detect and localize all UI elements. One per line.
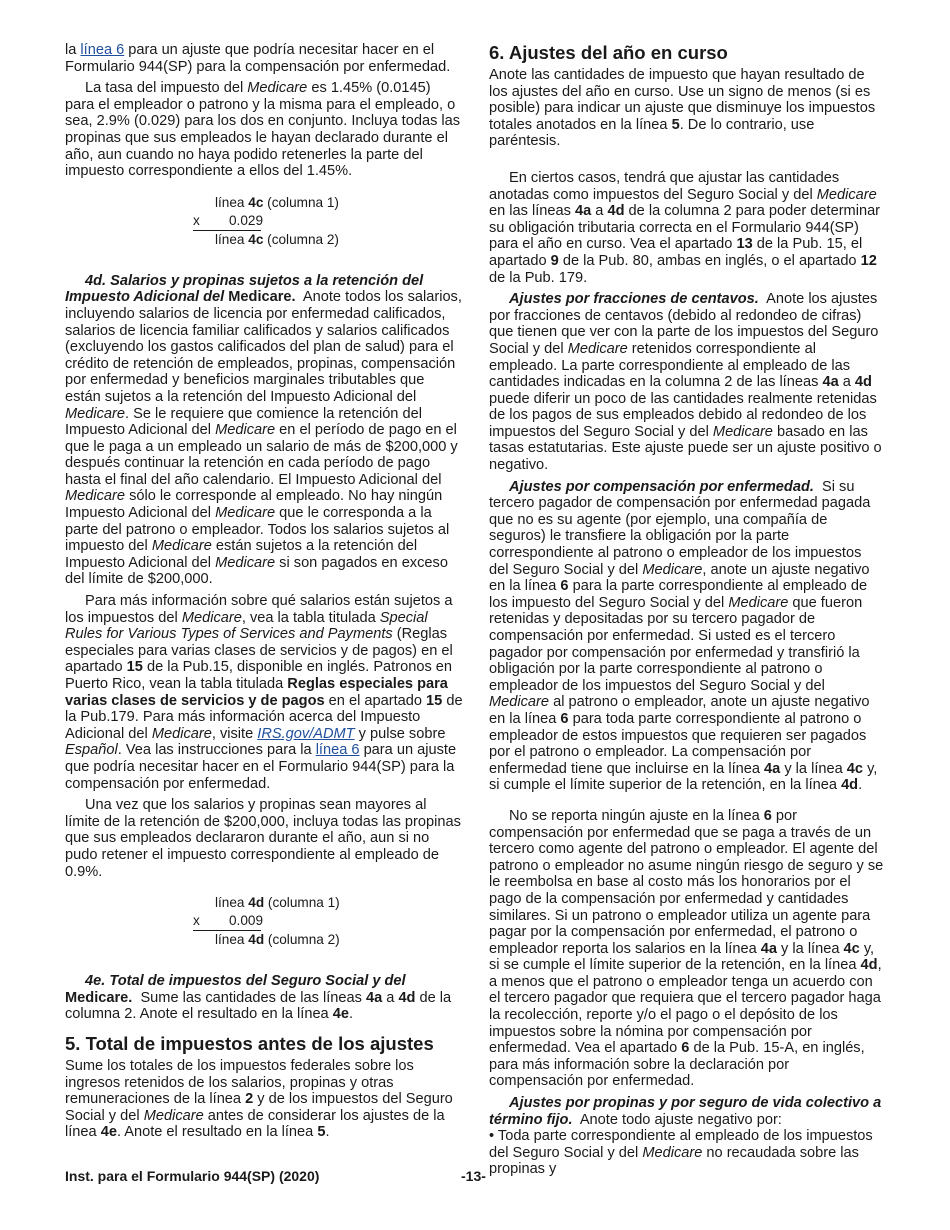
calculation-4c: línea 4c (columna 1) x 0.029 línea 4c (columna 2) bbox=[193, 194, 339, 247]
paragraph-fractions: Ajustes por fracciones de centavos. Anote los ajustes por fracciones de centavos (debido al redondeo de cifras) que tienen que ver con la parte de los impuestos del Seguro Social y del Medicare retenidos correspondiente al empleado. La parte correspondiente al empleado de las cantidades indicadas en la columna 2 de las líneas 4a a 4d puede diferir un poco de las cantidades realmente retenidas de los pagos de sus empleados debido al redondeo de los impuestos del Seguro Social y del Medicare basado en las tasas estatutarias. Este ajuste puede ser un ajuste positivo o negativo. bbox=[489, 291, 882, 474]
paragraph: Para más información sobre qué salarios están sujetos a los impuestos del Medicare, vea la tabla titulada Special Rules for Various Types of Services and Payments (Reglas especiales para varias clases de servicios y de pagos) en el apartado 15 de la Pub.15, disponible en inglés. Patronos en Puerto Rico, vean la tabla titulada Reglas especiales para varias clases de servicios y de pagos en el apartado 15 de la Pub.179. Para más información acerca del Impuesto Adicional del Medicare, visite IRS.gov/ADMT y pulse sobre Español. Vea las instrucciones para la línea 6 para un ajuste que podría necesitar hacer en el Formulario 944(SP) para la compensación por enfermedad. bbox=[65, 593, 463, 792]
paragraph: En ciertos casos, tendrá que ajustar las cantidades anotadas como impuestos del Seguro Social y del Medicare en las líneas 4a a 4d de la columna 2 para poder determinar su obligación tributaria correcta en el Formulario 944(SP) para el año en curso. Vea el apartado 13 de la Pub. 15, el apartado 9 de la Pub. 80, ambas en inglés, o el apartado 12 de la Pub. 179. bbox=[489, 169, 881, 286]
paragraph: la línea 6 para un ajuste que podría necesitar hacer en el Formulario 944(SP) para la compensación por enfermedad. bbox=[65, 42, 451, 75]
paragraph: Sume los totales de los impuestos federales sobre los ingresos retenidos de los salarios, propinas y otras remuneraciones de la línea 2 y de los impuestos del Seguro Social y del Medicare antes de considerar los ajustes de la línea 4e. Anote el resultado en la línea 5. bbox=[65, 1057, 453, 1141]
paragraph: La tasa del impuesto del Medicare es 1.45% (0.0145) para el empleador o patrono y la misma para el empleado, o sea, 2.9% (0.029) para los dos en conjunto. Incluya todas las propinas que sus empleados le hayan declarado durante el año, aun cuando no haya podido retenerles la parte del impuesto correspondiente a ellos del 1.45%. bbox=[65, 80, 461, 180]
calculation-4d: línea 4d (columna 1) x 0.009 línea 4d (columna 2) bbox=[193, 895, 340, 948]
right-column bbox=[489, 42, 884, 1178]
paragraph: Anote las cantidades de impuesto que hayan resultado de los ajustes del año en curso. Use un signo de menos (si es posible) para indicar un ajuste que disminuye los impuestos totales anotados en la línea 5. De lo contrario, use paréntesis. bbox=[489, 67, 876, 150]
paragraph-4e: 4e. Total de impuestos del Seguro Social y del Medicare. Sume las cantidades de las líneas 4a a 4d de la columna 2. Anote el resultado en la línea 4e. bbox=[65, 973, 452, 1023]
bullet-icon: • bbox=[489, 1128, 495, 1145]
paragraph: Una vez que los salarios y propinas sean mayores al límite de la retención de $200,000, incluya todas las propinas que sus empleados declararon durante el año, aun si no pudo retener el impuesto correspondiente al empleado de 0.9%. bbox=[65, 797, 461, 880]
line-6-link[interactable]: línea 6 bbox=[315, 742, 360, 759]
line-6-link[interactable]: línea 6 bbox=[80, 42, 125, 58]
irs-admt-link[interactable]: IRS.gov/ADMT bbox=[257, 725, 355, 742]
bullet-item: • Toda parte correspondiente al empleado de los impuestos del Seguro Social y del Medicare no recaudada sobre las propinas y bbox=[489, 1128, 873, 1178]
page-number: -13- bbox=[461, 1168, 486, 1184]
section-5-heading: 5. Total de impuestos antes de los ajustes bbox=[65, 1032, 434, 1054]
paragraph: No se reporta ningún ajuste en la línea 6 por compensación por enfermedad que se paga a través de un tercero como agente del patrono o empleador. El agente del patrono o empleador no asume ningún riesgo de seguro y se le reembolsa en base al costo más los honorarios por el pago de la compensación por enfermedad y cantidades similares. Si un patrono o empleador utiliza un agente para pagar por la compensación por enfermedad, el patrono o empleador reporta los salarios en la línea 4a y la línea 4c y, si se cumple el límite superior de la retención, en la línea 4d, a menos que el patrono o empleador tenga un acuerdo con el tercero pagador que requiera que el tercero pagador haga la recolección, reporte y/o el pago o el depósito de los impuestos sobre la nómina por compensación por enfermedad. Vea el apartado 6 de la Pub. 15-A, en inglés, para más información sobre la declaración por compensación por enfermedad. bbox=[489, 807, 884, 1090]
footer-form-title: Inst. para el Formulario 944(SP) (2020) bbox=[65, 1168, 320, 1184]
paragraph-tips: Ajustes por propinas y por seguro de vida colectivo a término fijo. Anote todo ajuste negativo por: bbox=[489, 1095, 882, 1128]
paragraph-sick-pay: Ajustes por compensación por enfermedad. Si su tercero pagador de compensación por enfermedad pagada que no es su agente (por ejemplo, una compañía de seguros) le transfiere la obligación por la parte correspondiente al patrono o empleador de los impuestos del Seguro Social y del Medicare, anote un ajuste negativo en la línea 6 para la parte correspondiente al empleado de los impuesto del Seguro Social y del Medicare que fueron retenidas y depositadas por su tercero pagador de compensación por enfermedad. Si usted es el tercero pagador por compensación por enfermedad y transfirió la obligación por la parte correspondiente al patrono o empleador de los impuestos del Seguro Social y del Medicare al patrono o empleador, anote un ajuste negativo en la línea 6 para toda parte correspondiente al patrono o empleador de estos impuestos que requieren ser pagados por el patrono o empleador. La compensación por enfermedad tiene que incluirse en la línea 4a y la línea 4c y, si cumple el límite superior de la retención, en la línea 4d. bbox=[489, 478, 878, 794]
section-6-heading: 6. Ajustes del año en curso bbox=[489, 42, 728, 63]
paragraph-4d: 4d. Salarios y propinas sujetos a la retención del Impuesto Adicional del Medicare. Anote todos los salarios, incluyendo salarios de licencia por enfermedad calificados, salarios de licencia familiar calificados y salarios calificados (excluyendo los gastos calificados del plan de salud) para el crédito de retención de empleados, propinas, compensación por enfermedad y beneficios marginales tributables que están sujetos a la retención del Impuesto Adicional del Medicare. Se le requiere que comience la retención del Impuesto Adicional del Medicare en el período de pago en el que le paga a un empleado un salario de más de $200,000 y después continuar la retención en cada período de pago hasta el final del año calendario. El Impuesto Adicional del Medicare sólo le corresponde al empleado. No hay ningún Impuesto Adicional del Medicare que le corresponda a la parte del patrono o empleador. Todos los salarios sujetos al impuesto del Medicare están sujetos a la retención del Impuesto Adicional del Medicare si son pagados en exceso del límite de $200,000. bbox=[65, 272, 462, 588]
left-column bbox=[65, 42, 463, 1146]
